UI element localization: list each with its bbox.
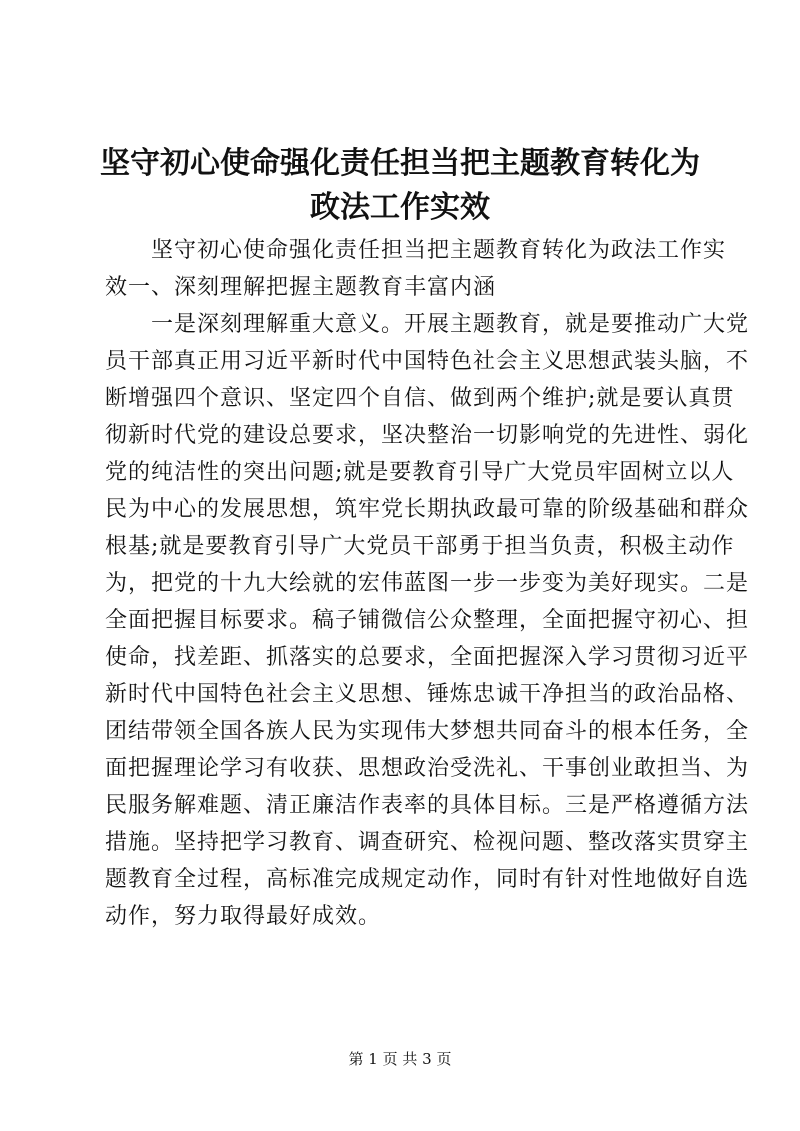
body-line: 民为中心的发展思想，筑牢党长期执政最可靠的阶级基础和群众 (105, 497, 750, 522)
body-line: 动作，努力取得最好成效。 (105, 904, 382, 929)
body-line: 员干部真正用习近平新时代中国特色社会主义思想武装头脑，不 (105, 349, 750, 374)
body-line: 民服务解难题、清正廉洁作表率的具体目标。三是严格遵循方法 (105, 793, 750, 818)
body-line: 题教育全过程，高标准完成规定动作，同时有针对性地做好自选 (105, 867, 750, 892)
body-line: 根基;就是要教育引导广大党员干部勇于担当负责，积极主动作 (105, 534, 735, 559)
body-line: 面把握理论学习有收获、思想政治受洗礼、干事创业敢担当、为 (105, 756, 750, 781)
document-title (90, 142, 710, 230)
body-line: 效一、深刻理解把握主题教育丰富内涵 (105, 275, 497, 300)
body-line: 措施。坚持把学习教育、调查研究、检视问题、整改落实贯穿主 (105, 830, 750, 855)
body-line: 团结带领全国各族人民为实现伟大梦想共同奋斗的根本任务，全 (105, 719, 750, 744)
document-body (105, 232, 750, 935)
body-line: 坚守初心使命强化责任担当把主题教育转化为政法工作实 (105, 238, 727, 263)
body-line: 党的纯洁性的突出问题;就是要教育引导广大党员牢固树立以人 (105, 460, 735, 485)
title-line-2: 政法工作实效 (310, 190, 490, 225)
body-line: 一是深刻理解重大意义。开展主题教育，就是要推动广大党 (105, 312, 750, 337)
body-line: 全面把握目标要求。稿子铺微信公众整理，全面把握守初心、担 (105, 608, 750, 633)
body-line: 为，把党的十九大绘就的宏伟蓝图一步一步变为美好现实。二是 (105, 571, 750, 596)
body-line: 彻新时代党的建设总要求，坚决整治一切影响党的先进性、弱化 (105, 423, 750, 448)
body-line: 使命，找差距、抓落实的总要求，全面把握深入学习贯彻习近平 (105, 645, 750, 670)
body-line: 新时代中国特色社会主义思想、锤炼忠诚干净担当的政治品格、 (105, 682, 750, 707)
page-footer: 第 1 页 共 3 页 (348, 1050, 452, 1068)
title-line-1: 坚守初心使命强化责任担当把主题教育转化为 (100, 146, 700, 181)
body-line: 断增强四个意识、坚定四个自信、做到两个维护;就是要认真贯 (105, 386, 735, 411)
